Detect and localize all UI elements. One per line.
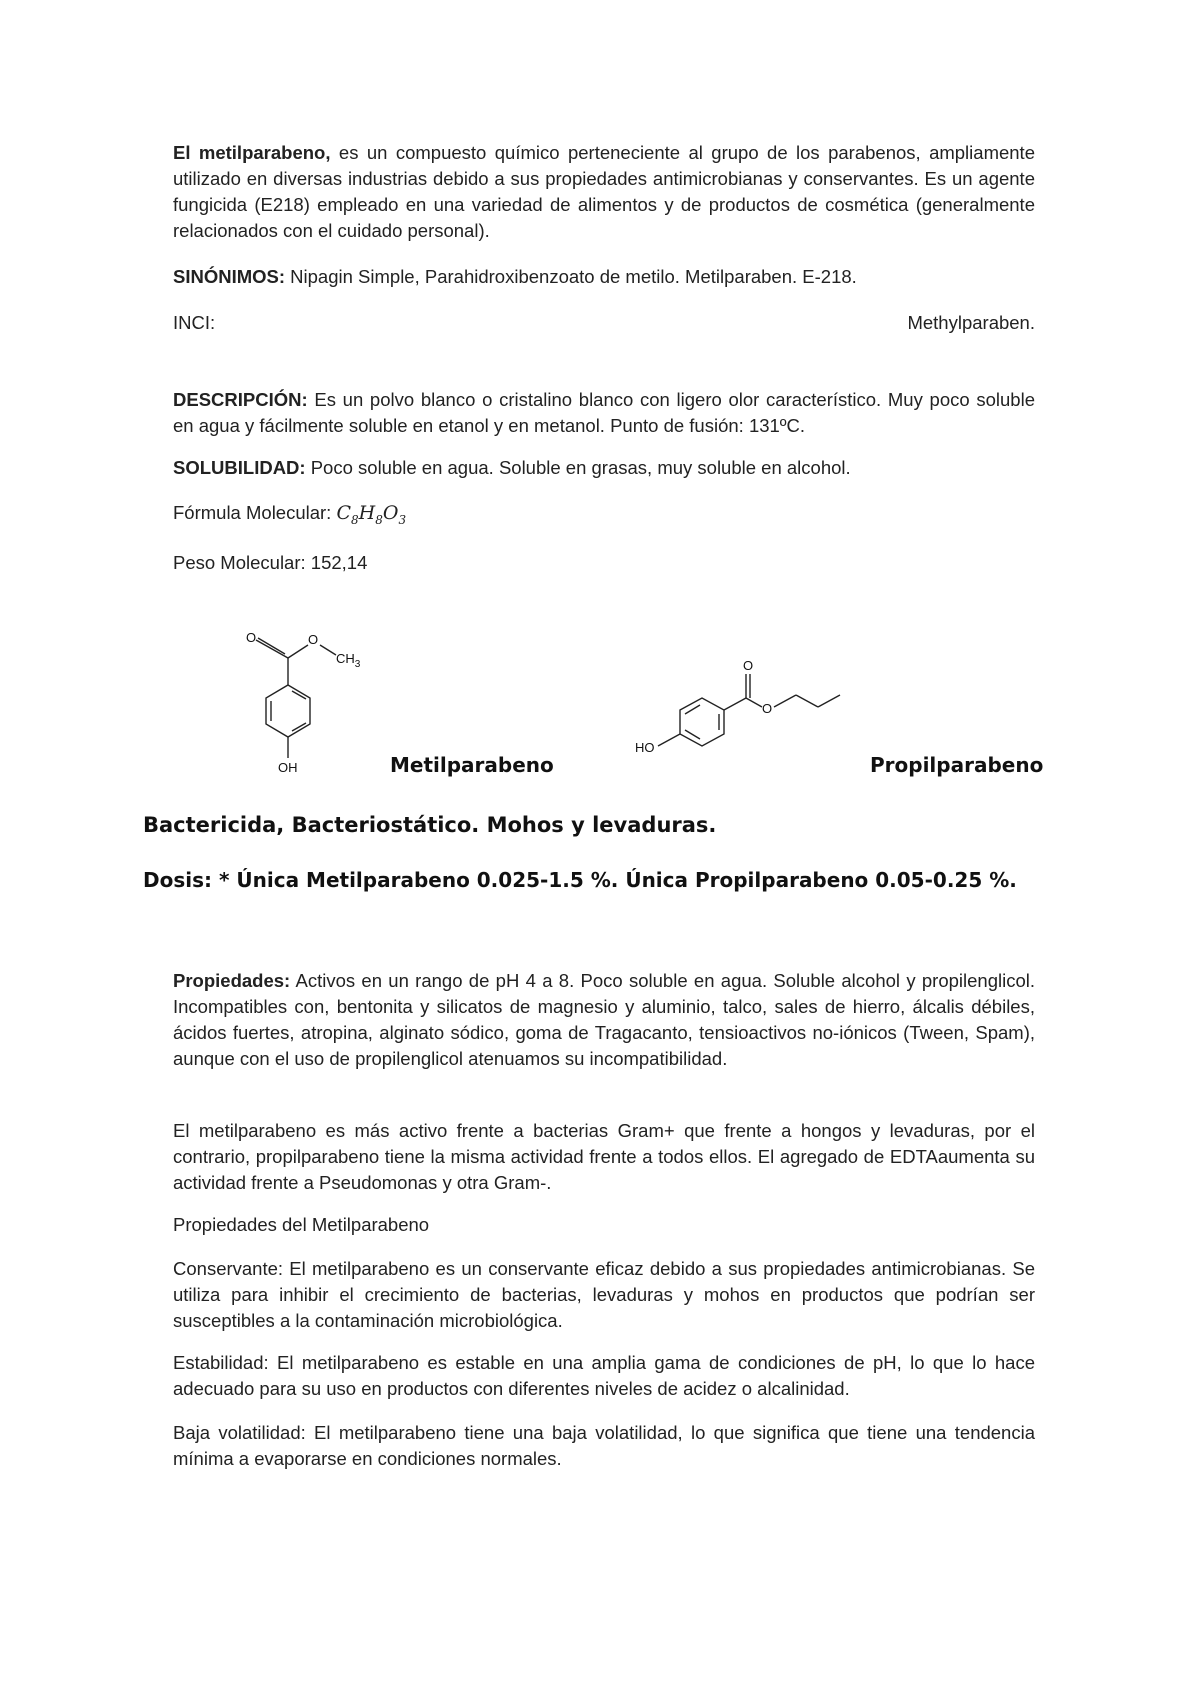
peso-text: Peso Molecular: 152,14 bbox=[173, 552, 368, 573]
metil-ch3: $CH_3$ bbox=[336, 651, 361, 670]
solubilidad-text: Poco soluble en agua. Soluble en grasas, muy soluble en alcohol. bbox=[305, 457, 851, 478]
propiedades-text: Activos en un rango de pH 4 a 8. Poco soluble en agua. Soluble alcohol y propilenglicol. Incompatibles con, bentonita y silicatos de magnesio y aluminio, talco, sales de hierro, álcalis débiles, ácidos fuertes, atropina, alginato sódico, goma de Tragacanto, tensioactivos no-iónicos (Tween, Spam), aunque con el uso de propilenglicol atenuamos su incompatibilidad. bbox=[173, 970, 1035, 1069]
inci-label: INCI: bbox=[173, 312, 216, 333]
propilparabeno-label: Propilparabeno bbox=[870, 753, 1044, 777]
metil-oh: OH bbox=[278, 760, 298, 775]
formula-paragraph bbox=[173, 500, 1035, 533]
volatilidad-paragraph bbox=[173, 1420, 1035, 1472]
propil-ho: HO bbox=[635, 740, 655, 755]
descripcion-label: DESCRIPCIÓN: bbox=[173, 389, 308, 410]
formula-label: Fórmula Molecular: bbox=[173, 502, 332, 523]
banner-line-1: Bactericida, Bacteriostático. Mohos y levaduras. bbox=[143, 813, 717, 837]
intro-paragraph bbox=[173, 140, 1035, 244]
sinonimos-text: Nipagin Simple, Parahidroxibenzoato de metilo. Metilparaben. E-218. bbox=[285, 266, 857, 287]
conservante-text: Conservante: El metilparabeno es un conservante eficaz debido a sus propiedades antimicrobianas. Se utiliza para inhibir el crecimiento de bacterias, levaduras y mohos en productos que podrían ser susceptibles a la contaminación microbiológica. bbox=[173, 1258, 1035, 1331]
banner-line-2: Dosis: * Única Metilparabeno 0.025-1.5 %. Única Propilparabeno 0.05-0.25 %. bbox=[143, 868, 1017, 892]
benzene-ring-propil bbox=[680, 698, 724, 746]
sinonimos-paragraph bbox=[173, 264, 1035, 290]
intro-lead: El metilparabeno, bbox=[173, 142, 331, 163]
propiedades-paragraph bbox=[173, 968, 1035, 1072]
propilparabeno-structure bbox=[658, 674, 840, 746]
estabilidad-text: Estabilidad: El metilparabeno es estable en una amplia gama de condiciones de pH, lo que lo hace adecuado para su uso en productos con diferentes niveles de acidez o alcalinidad. bbox=[173, 1352, 1035, 1399]
inci-row bbox=[173, 310, 1035, 336]
paraben-structures-figure bbox=[140, 600, 1100, 800]
actividad-paragraph bbox=[173, 1118, 1035, 1196]
conservante-paragraph bbox=[173, 1256, 1035, 1334]
metilparabeno-label: Metilparabeno bbox=[390, 753, 554, 777]
propiedades-subtitle: Propiedades del Metilparabeno bbox=[173, 1214, 430, 1235]
propiedades-label: Propiedades: bbox=[173, 970, 291, 991]
estabilidad-paragraph bbox=[173, 1350, 1035, 1402]
metil-o-ester: O bbox=[308, 632, 319, 647]
propil-o-ester: O bbox=[762, 701, 773, 716]
peso-paragraph bbox=[173, 550, 1035, 576]
propil-o-top: O bbox=[743, 658, 754, 673]
sinonimos-label: SINÓNIMOS: bbox=[173, 266, 286, 287]
intro-text: es un compuesto químico perteneciente al grupo de los parabenos, ampliamente utilizado en diversas industrias debido a sus propiedades antimicrobianas y conservantes. Es un agente fungicida (E218) empleado en una variedad de alimentos y de productos de cosmética (generalmente relacionados con el cuidado personal). bbox=[173, 142, 1035, 241]
volatilidad-text: Baja volatilidad: El metilparabeno tiene una baja volatilidad, lo que significa que tiene una tendencia mínima a evaporarse en condiciones normales. bbox=[173, 1422, 1035, 1469]
inci-value: Methylparaben. bbox=[907, 312, 1035, 333]
molecular-formula: $C_8H_8O_3$ bbox=[336, 502, 407, 527]
metilparabeno-structure bbox=[256, 638, 336, 758]
solubilidad-label: SOLUBILIDAD: bbox=[173, 457, 306, 478]
metil-o-top: O bbox=[246, 630, 257, 645]
benzene-ring-metil bbox=[266, 685, 310, 737]
descripcion-paragraph bbox=[173, 387, 1035, 439]
solubilidad-paragraph bbox=[173, 455, 1035, 481]
actividad-text: El metilparabeno es más activo frente a bacterias Gram+ que frente a hongos y levaduras, por el contrario, propilparabeno tiene la misma actividad frente a todos ellos. El agregado de EDTAaumenta su actividad frente a Pseudomonas y otra Gram-. bbox=[173, 1120, 1035, 1193]
descripcion-text: Es un polvo blanco o cristalino blanco con ligero olor característico. Muy poco soluble en agua y fácilmente soluble en etanol y en metanol. Punto de fusión: 131ºC. bbox=[173, 389, 1035, 436]
